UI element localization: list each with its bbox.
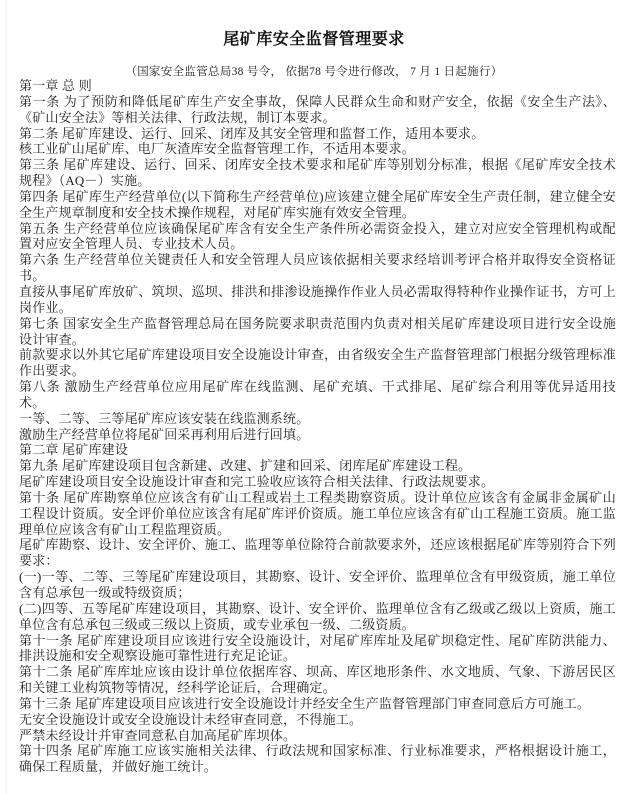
paragraph: 激励生产经营单位将尾矿回采再利用后进行回填。 xyxy=(19,426,310,442)
paragraph: 第七条 国家安全生产监督管理总局在国务院要求职责范围内负责对相关尾矿库建设项目进行安全设施设计审查。 xyxy=(19,315,616,347)
paragraph: 第八条 激励生产经营单位应用尾矿库在线监测、尾矿充填、干式排尾、尾矿综合利用等优异适用技术。 xyxy=(19,379,616,410)
paragraph: 第一章 总 则 xyxy=(19,78,92,93)
paragraph: 第四条 尾矿库生产经营单位(以下简称生产经营单位)应该建立健全尾矿库安全生产责任制，建立健全安全生产规章制度和安全技术操作规程，对尾矿库实施有效安全管理。 xyxy=(19,188,616,220)
paragraph: 尾矿库勘察、设计、安全评价、施工、监理等单位除符合前款要求外，还应该根据尾矿库等别符合下列要求： xyxy=(19,537,616,569)
paragraph: 第十三条 尾矿库建设项目应该进行安全设施设计并经安全生产监督管理部门审查同意后方可施工。 xyxy=(19,695,591,711)
paragraph: 第六条 生产经营单位关键责任人和安全管理人员应该依据相关要求经培训考评合格并取得安全资格证书。 xyxy=(19,252,616,284)
paragraph: 严禁未经设计并审查同意私自加高尾矿库坝体。 xyxy=(19,727,297,743)
paragraph: (一)一等、二等、三等尾矿库建设项目，其勘察、设计、安全评价、监理单位含有甲级资质，施工单位含有总承包一级或特级资质； xyxy=(19,569,616,600)
paragraph: 前款要求以外其它尾矿库建设项目安全设施设计审查，由省级安全生产监督管理部门根据分级管理标准作出要求。 xyxy=(19,347,616,379)
paragraph: 第二条 尾矿库建设、运行、回采、闭库及其安全管理和监督工作，适用本要求。 xyxy=(19,125,485,141)
paragraph: (二)四等、五等尾矿库建设项目，其勘察、设计、安全评价、监理单位含有乙级或乙级以上资质，施工单位含有总承包三级或三级以上资质，或专业承包一级、二级资质。 xyxy=(19,600,616,632)
paragraph: 核工业矿山尾矿库、电厂灰渣库安全监督管理工作，不适用本要求。 xyxy=(19,141,416,157)
paragraph: 第一条 为了预防和降低尾矿库生产安全事故，保障人民群众生命和财产安全，依据《安全生产法》、《矿山安全法》等相关法律、行政法规，制订本要求。 xyxy=(19,93,616,125)
paragraph: 第十二条 尾矿库库址应该由设计单位依据库容、坝高、库区地形条件、水文地质、气象、下游居民区和关键工业构筑物等情况，经科学论证后，合理确定。 xyxy=(19,664,616,696)
paragraph: 直接从事尾矿库放矿、筑坝、巡坝、排洪和排渗设施操作作业人员必需取得特种作业操作证书，方可上岗作业。 xyxy=(19,283,616,315)
paragraph: 第十四条 尾矿库施工应该实施相关法律、行政法规和国家标准、行业标准要求，严格根据设计施工，确保工程质量，并做好施工统计。 xyxy=(19,743,616,775)
paragraph: 第十一条 尾矿库建设项目应该进行安全设施设计，对尾矿库库址及尾矿坝稳定性、尾矿库防洪能力、排洪设施和安全观察设施可靠性进行充足论证。 xyxy=(19,632,616,664)
paragraph: 第九条 尾矿库建设项目包含新建、改建、扩建和回采、闭库尾矿库建设工程。 xyxy=(19,458,472,474)
document-body xyxy=(19,78,616,775)
paragraph: 一等、二等、三等尾矿库应该安装在线监测系统。 xyxy=(19,410,310,426)
paragraph: 尾矿库建设项目安全设施设计审查和完工验收应该符合相关法律、行政法规要求。 xyxy=(19,474,495,490)
paragraph: 第五条 生产经营单位应该确保尾矿库含有安全生产条件所必需资金投入，建立对应安全管理机构或配置对应安全管理人员、专业技术人员。 xyxy=(19,220,616,252)
page-edge-artifact xyxy=(5,0,8,794)
document-subtitle: （国家安全监管总局38 号令， 依据78 号令进行修改， 7 月 1 日起施行） xyxy=(125,66,503,78)
paragraph: 第十条 尾矿库勘察单位应该含有矿山工程或岩土工程类勘察资质。设计单位应该含有金属非金属矿山工程设计资质。安全评价单位应该含有尾矿库评价资质。施工单位应该含有矿山工程施工资质。施工监理单位应该含有矿山工程监理资质。 xyxy=(19,489,616,537)
paragraph: 无安全设施设计或安全设施设计未经审查同意，不得施工。 xyxy=(19,711,363,727)
document-title: 尾矿库安全监督管理要求 xyxy=(223,31,405,48)
paragraph: 第二章 尾矿库建设 xyxy=(19,442,129,458)
paragraph: 第三条 尾矿库建设、运行、回采、闭库安全技术要求和尾矿库等别划分标准，根据《尾矿库安全技术规程》（AQ－）实施。 xyxy=(19,157,616,189)
